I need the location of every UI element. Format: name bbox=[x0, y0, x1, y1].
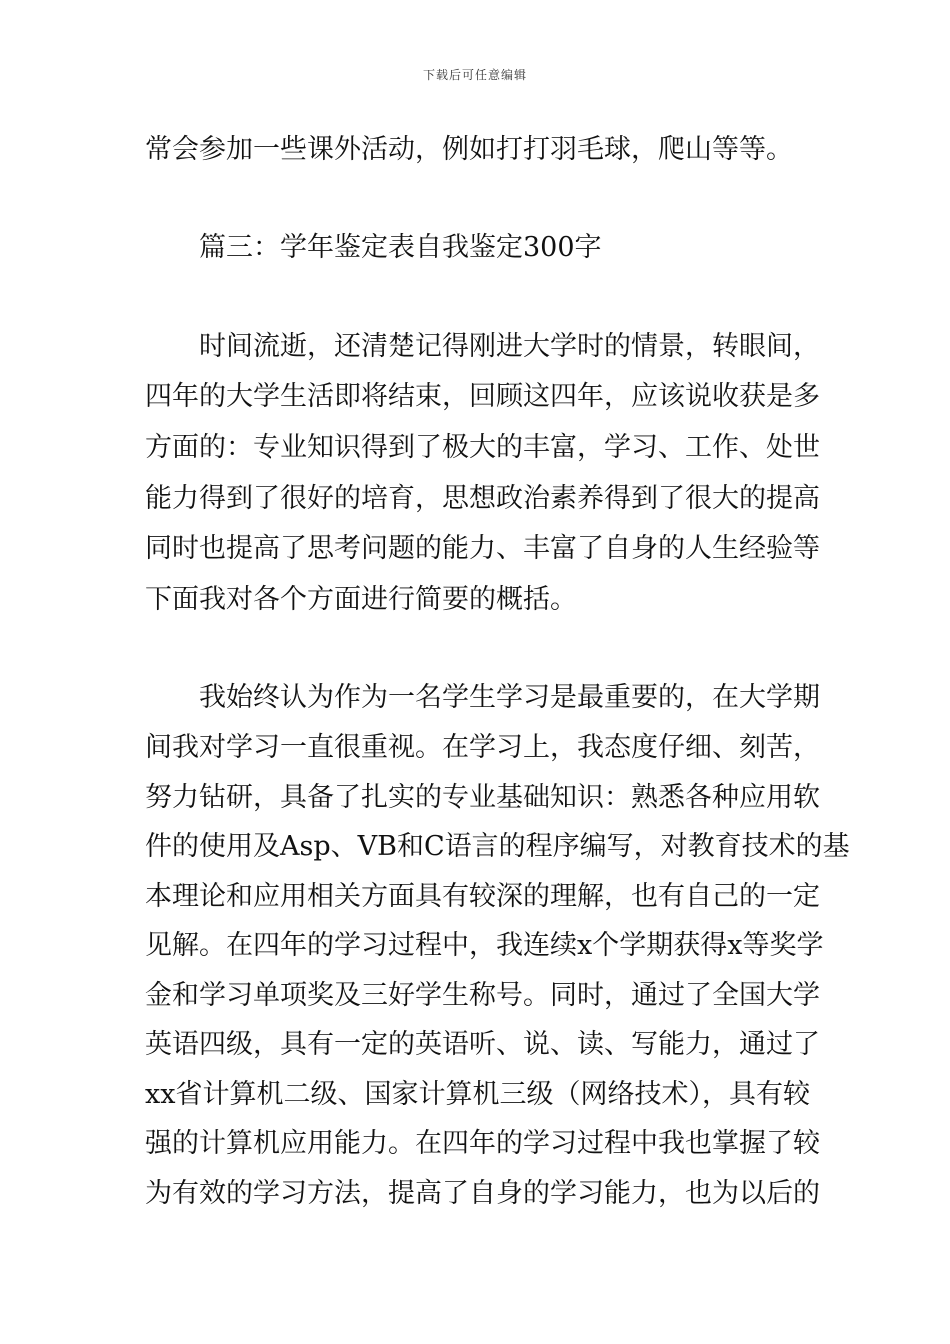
paragraph-line: 下面我对各个方面进行简要的概括。 bbox=[145, 584, 577, 615]
paragraph-line: 能力得到了很好的培育，思想政治素养得到了很大的提高 bbox=[145, 483, 820, 514]
paragraph-line: 见解。在四年的学习过程中，我连续x个学期获得x等奖学 bbox=[145, 930, 824, 961]
paragraph-line: 方面的：专业知识得到了极大的丰富，学习、工作、处世 bbox=[145, 432, 820, 463]
paragraph-line: 强的计算机应用能力。在四年的学习过程中我也掌握了较 bbox=[145, 1128, 820, 1159]
paragraph-line: 金和学习单项奖及三好学生称号。同时，通过了全国大学 bbox=[145, 980, 820, 1011]
paragraph-line: xx省计算机二级、国家计算机三级（网络技术），具有较 bbox=[145, 1079, 810, 1110]
paragraph-line: 时间流逝，还清楚记得刚进大学时的情景，转眼间， bbox=[199, 331, 820, 362]
paragraph-line: 间我对学习一直很重视。在学习上，我态度仔细、刻苦， bbox=[145, 732, 820, 763]
paragraph-line: 我始终认为作为一名学生学习是最重要的，在大学期 bbox=[199, 682, 820, 713]
page-header: 下载后可任意编辑 bbox=[422, 68, 527, 82]
paragraph-line: 同时也提高了思考问题的能力、丰富了自身的人生经验等 bbox=[145, 533, 820, 564]
section-heading: 篇三：学年鉴定表自我鉴定300字 bbox=[199, 232, 602, 263]
paragraph-line: 为有效的学习方法，提高了自身的学习能力，也为以后的 bbox=[145, 1178, 820, 1209]
paragraph-line: 本理论和应用相关方面具有较深的理解，也有自己的一定 bbox=[145, 881, 820, 912]
paragraph-line: 四年的大学生活即将结束，回顾这四年，应该说收获是多 bbox=[145, 381, 820, 412]
paragraph-line: 件的使用及Asp、VB和C语言的程序编写，对教育技术的基 bbox=[145, 831, 850, 862]
paragraph-line: 努力钻研，具备了扎实的专业基础知识：熟悉各种应用软 bbox=[145, 782, 820, 813]
paragraph-line: 常会参加一些课外活动，例如打打羽毛球，爬山等等。 bbox=[145, 134, 793, 165]
paragraph-line: 英语四级，具有一定的英语听、说、读、写能力，通过了 bbox=[145, 1029, 820, 1060]
